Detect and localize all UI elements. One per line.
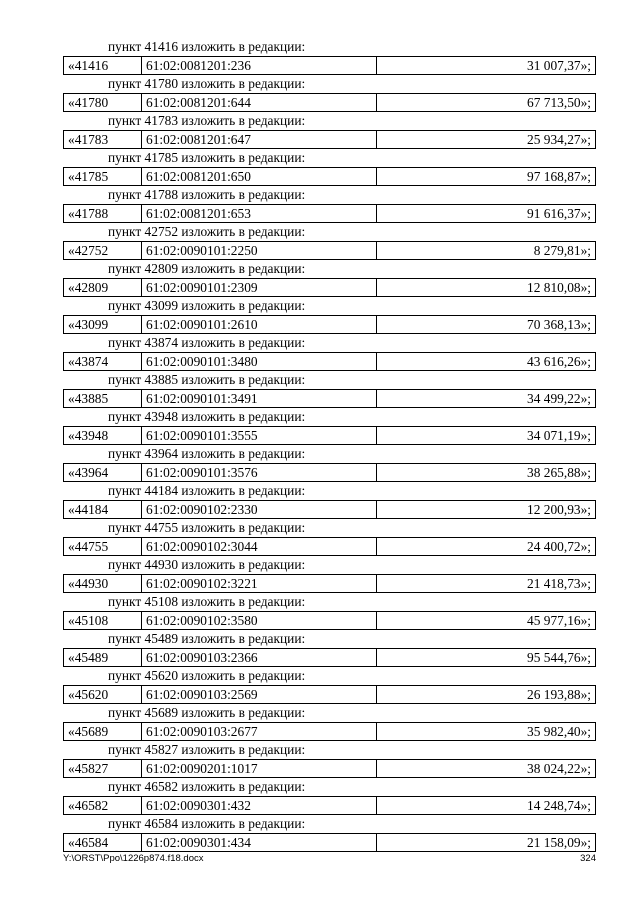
item-number-cell: «46584: [64, 834, 142, 852]
cadastral-number-cell: 61:02:0090301:432: [142, 797, 377, 815]
item-number-cell: «43874: [64, 353, 142, 371]
value-cell: 45 977,16»;: [377, 612, 596, 630]
page-number: 324: [580, 853, 596, 864]
value-cell: 12 810,08»;: [377, 279, 596, 297]
amendment-instruction: пункт 46584 изложить в редакции:: [108, 816, 306, 831]
amendment-instruction: пункт 44755 изложить в редакции:: [108, 520, 306, 535]
amendment-instruction: пункт 41780 изложить в редакции:: [108, 76, 306, 91]
amendment-instruction: пункт 45108 изложить в редакции:: [108, 594, 306, 609]
cadastral-number-cell: 61:02:0090102:2330: [142, 501, 377, 519]
value-cell: 38 265,88»;: [377, 464, 596, 482]
cadastral-number-cell: 61:02:0090103:2677: [142, 723, 377, 741]
item-number-cell: «43964: [64, 464, 142, 482]
table-row: [63, 389, 596, 408]
value-cell: 97 168,87»;: [377, 168, 596, 186]
value-cell: 24 400,72»;: [377, 538, 596, 556]
amendment-instruction: пункт 45827 изложить в редакции:: [108, 742, 306, 757]
cadastral-number-cell: 61:02:0090101:3480: [142, 353, 377, 371]
value-cell: 14 248,74»;: [377, 797, 596, 815]
item-number-cell: «45108: [64, 612, 142, 630]
item-number-cell: «41785: [64, 168, 142, 186]
item-number-cell: «44755: [64, 538, 142, 556]
value-cell: 38 024,22»;: [377, 760, 596, 778]
amendment-instruction: пункт 44184 изложить в редакции:: [108, 483, 306, 498]
table-row: [63, 278, 596, 297]
item-number-cell: «44930: [64, 575, 142, 593]
amendment-instruction: пункт 46582 изложить в редакции:: [108, 779, 306, 794]
cadastral-number-cell: 61:02:0090101:3576: [142, 464, 377, 482]
cadastral-number-cell: 61:02:0081201:653: [142, 205, 377, 223]
table-row: [63, 611, 596, 630]
cadastral-number-cell: 61:02:0090103:2366: [142, 649, 377, 667]
value-cell: 35 982,40»;: [377, 723, 596, 741]
table-row: [63, 722, 596, 741]
table-row: [63, 500, 596, 519]
value-cell: 34 071,19»;: [377, 427, 596, 445]
item-number-cell: «42752: [64, 242, 142, 260]
item-number-cell: «43948: [64, 427, 142, 445]
cadastral-number-cell: 61:02:0090101:3491: [142, 390, 377, 408]
value-cell: 25 934,27»;: [377, 131, 596, 149]
item-number-cell: «41780: [64, 94, 142, 112]
cadastral-number-cell: 61:02:0090103:2569: [142, 686, 377, 704]
table-row: [63, 93, 596, 112]
item-number-cell: «41783: [64, 131, 142, 149]
table-row: [63, 796, 596, 815]
cadastral-number-cell: 61:02:0081201:644: [142, 94, 377, 112]
table-row: [63, 833, 596, 852]
value-cell: 12 200,93»;: [377, 501, 596, 519]
cadastral-number-cell: 61:02:0081201:647: [142, 131, 377, 149]
item-number-cell: «42809: [64, 279, 142, 297]
table-row: [63, 685, 596, 704]
table-row: [63, 463, 596, 482]
amendment-instruction: пункт 43964 изложить в редакции:: [108, 446, 306, 461]
value-cell: 34 499,22»;: [377, 390, 596, 408]
table-row: [63, 204, 596, 223]
item-number-cell: «44184: [64, 501, 142, 519]
item-number-cell: «46582: [64, 797, 142, 815]
document-body: [63, 38, 596, 852]
value-cell: 67 713,50»;: [377, 94, 596, 112]
table-row: [63, 167, 596, 186]
amendment-instruction: пункт 41785 изложить в редакции:: [108, 150, 306, 165]
table-row: [63, 241, 596, 260]
cadastral-number-cell: 61:02:0090102:3044: [142, 538, 377, 556]
item-number-cell: «43099: [64, 316, 142, 334]
value-cell: 70 368,13»;: [377, 316, 596, 334]
table-row: [63, 648, 596, 667]
amendment-instruction: пункт 45489 изложить в редакции:: [108, 631, 306, 646]
value-cell: 21 418,73»;: [377, 575, 596, 593]
amendment-instruction: пункт 42752 изложить в редакции:: [108, 224, 306, 239]
cadastral-number-cell: 61:02:0090101:2250: [142, 242, 377, 260]
footer-file-path: Y:\ORST\Ppo\1226p874.f18.docx: [63, 853, 204, 864]
value-cell: 91 616,37»;: [377, 205, 596, 223]
cadastral-number-cell: 61:02:0090201:1017: [142, 760, 377, 778]
cadastral-number-cell: 61:02:0090101:3555: [142, 427, 377, 445]
amendment-instruction: пункт 43948 изложить в редакции:: [108, 409, 306, 424]
amendment-instruction: пункт 41416 изложить в редакции:: [108, 39, 306, 54]
item-number-cell: «45620: [64, 686, 142, 704]
item-number-cell: «41788: [64, 205, 142, 223]
table-row: [63, 759, 596, 778]
item-number-cell: «45489: [64, 649, 142, 667]
table-row: [63, 130, 596, 149]
amendment-instruction: пункт 41788 изложить в редакции:: [108, 187, 306, 202]
table-row: [63, 537, 596, 556]
item-number-cell: «45689: [64, 723, 142, 741]
amendment-instruction: пункт 45620 изложить в редакции:: [108, 668, 306, 683]
cadastral-number-cell: 61:02:0090101:2610: [142, 316, 377, 334]
value-cell: 8 279,81»;: [377, 242, 596, 260]
cadastral-number-cell: 61:02:0090101:2309: [142, 279, 377, 297]
table-row: [63, 352, 596, 371]
table-row: [63, 574, 596, 593]
item-number-cell: «43885: [64, 390, 142, 408]
item-number-cell: «45827: [64, 760, 142, 778]
value-cell: 26 193,88»;: [377, 686, 596, 704]
table-row: [63, 56, 596, 75]
table-row: [63, 315, 596, 334]
amendment-instruction: пункт 45689 изложить в редакции:: [108, 705, 306, 720]
value-cell: 21 158,09»;: [377, 834, 596, 852]
cadastral-number-cell: 61:02:0081201:236: [142, 57, 377, 75]
amendment-instruction: пункт 43885 изложить в редакции:: [108, 372, 306, 387]
item-number-cell: «41416: [64, 57, 142, 75]
amendment-instruction: пункт 43874 изложить в редакции:: [108, 335, 306, 350]
amendment-instruction: пункт 43099 изложить в редакции:: [108, 298, 306, 313]
table-row: [63, 426, 596, 445]
cadastral-number-cell: 61:02:0090102:3221: [142, 575, 377, 593]
amendment-instruction: пункт 42809 изложить в редакции:: [108, 261, 306, 276]
cadastral-number-cell: 61:02:0090301:434: [142, 834, 377, 852]
value-cell: 43 616,26»;: [377, 353, 596, 371]
amendment-instruction: пункт 44930 изложить в редакции:: [108, 557, 306, 572]
value-cell: 95 544,76»;: [377, 649, 596, 667]
cadastral-number-cell: 61:02:0090102:3580: [142, 612, 377, 630]
cadastral-number-cell: 61:02:0081201:650: [142, 168, 377, 186]
value-cell: 31 007,37»;: [377, 57, 596, 75]
amendment-instruction: пункт 41783 изложить в редакции:: [108, 113, 306, 128]
